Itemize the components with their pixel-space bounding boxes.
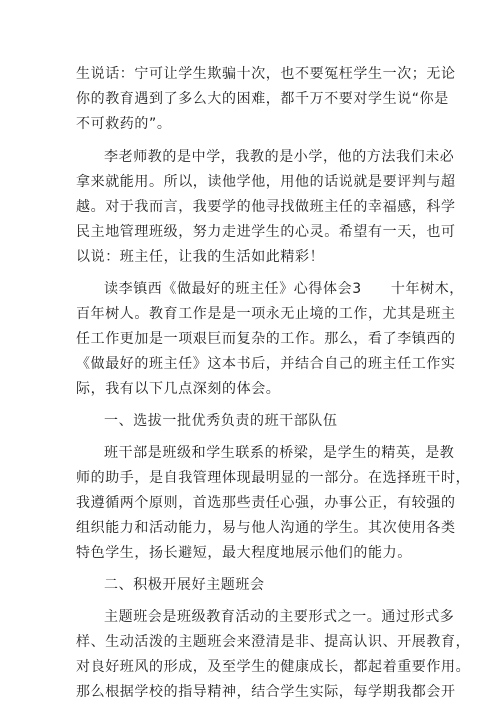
text-line-23: 对良好班风的形成，及至学生的健康成长，都起着重要作用。 xyxy=(76,659,471,675)
text-line-17: 我遵循两个原则，首选那些责任心强，办事公正，有较强的 xyxy=(76,495,456,511)
section-heading-1: 一、选拔一批优秀负责的班干部队伍 xyxy=(104,413,338,429)
text-line-22: 样、生动活泼的主题班会来澄清是非、提高认识、开展教育， xyxy=(76,634,471,650)
text-line-10: 百年树人。教育工作是是一项永无止境的工作，尤其是班主 xyxy=(76,306,456,322)
text-line-1: 生说话：宁可让学生欺骗十次，也不要冤枉学生一次；无论 xyxy=(76,66,456,82)
text-line-15: 班干部是班级和学生联系的桥梁，是学生的精英，是教 xyxy=(104,445,455,461)
text-line-9: 读李镇西《做最好的班主任》心得体会3 十年树木， xyxy=(104,281,464,297)
text-line-4: 李老师教的是中学，我教的是小学，他的方法我们未必 xyxy=(104,149,455,165)
text-line-21: 主题班会是班级教育活动的主要形式之一。通过形式多 xyxy=(104,609,455,625)
text-line-18: 组织能力和活动能力，易与他人沟通的学生。其次使用各类 xyxy=(76,520,456,536)
text-line-5: 拿来就能用。所以，读他学他，用他的话说就是要评判与超 xyxy=(76,174,456,190)
text-line-7: 民主地管理班级，努力走进学生的心灵。希望有一天，也可 xyxy=(76,224,456,240)
text-line-16: 师的助手，是自我管理体现最明显的一部分。在选择班干时， xyxy=(76,470,471,486)
text-line-2: 你的教育遇到了多么大的困难，都千万不要对学生说“你是 xyxy=(76,91,449,107)
text-line-11: 任工作更加是一项艰巨而复杂的工作。那么，看了李镇西的 xyxy=(76,331,456,347)
text-line-8: 以说：班主任，让我的生活如此精彩！ xyxy=(76,249,325,265)
text-line-6: 越。对于我而言，我要学的他寻找做班主任的幸福感，科学 xyxy=(76,199,456,215)
text-line-3: 不可救药的”。 xyxy=(76,116,172,132)
text-line-19: 特色学生，扬长避短，最大程度地展示他们的能力。 xyxy=(76,545,412,561)
text-line-24: 那么根据学校的指导精神，结合学生实际，每学期我都会开 xyxy=(76,684,456,700)
section-heading-2: 二、积极开展好主题班会 xyxy=(104,577,265,593)
text-line-12: 《做最好的班主任》这本书后，并结合自己的班主任工作实 xyxy=(76,356,456,372)
text-line-13: 际，我有以下几点深刻的体会。 xyxy=(76,381,281,397)
